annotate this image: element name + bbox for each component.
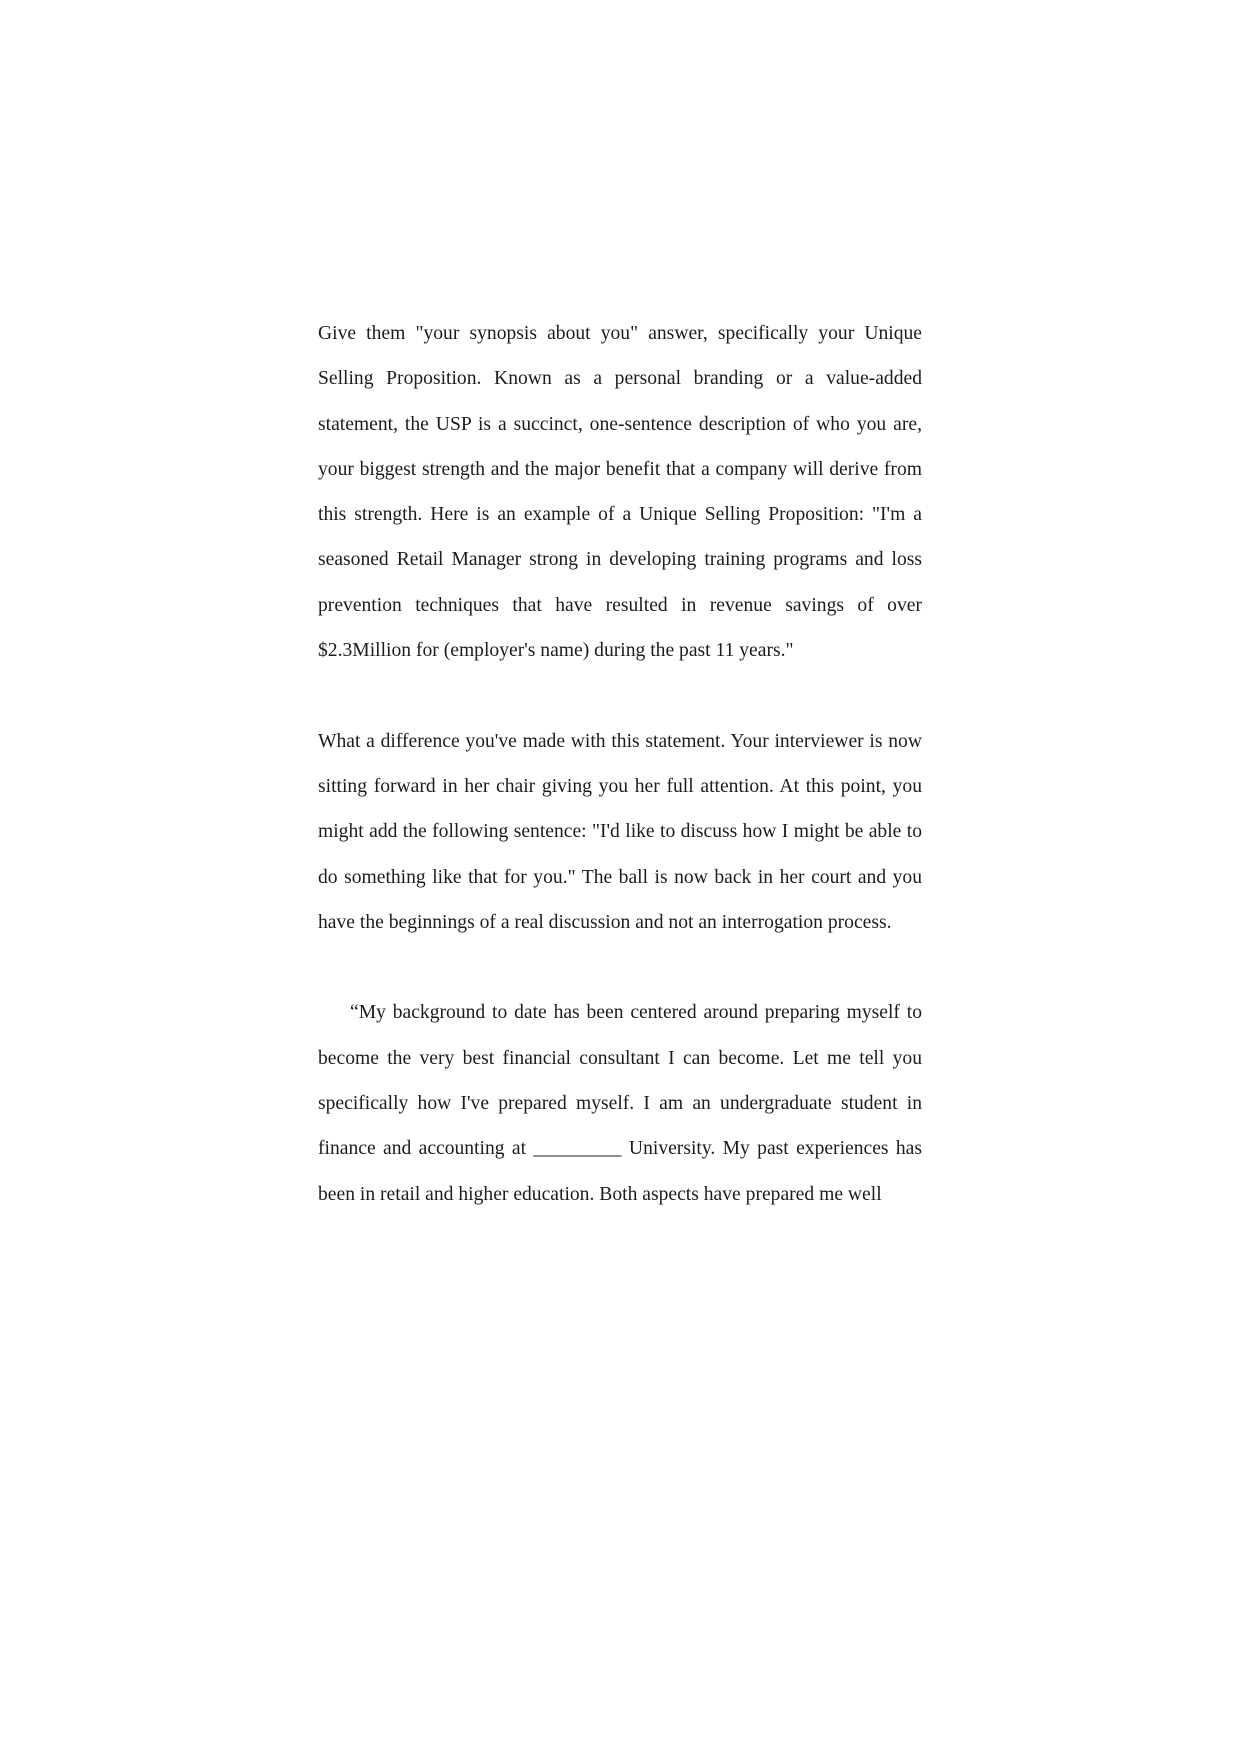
paragraph-difference: What a difference you've made with this statement. Your interviewer is now sitting forward in her chair giving you her full attention. At this point, you might add the following sentence: "I'd like to discuss how I might be able to do something like that for you." The ball is now back in her court and you have the beginnings of a real discussion and not an interrogation process. (318, 730, 922, 933)
paragraph-background: “My background to date has been centered around preparing myself to become the very best financial consultant I can become. Let me tell you specifically how I've prepared myself. I am an undergraduate student in finance and accounting at _________ University. My past experiences has been in retail and higher education. Both aspects have prepared me well (318, 1002, 922, 1205)
paragraph-usp: Give them "your synopsis about you" answer, specifically your Unique Selling Proposition. Known as a personal branding or a value-added statement, the USP is a succinct, one-sentence description of who you are, your biggest strength and the major benefit that a company will derive from this strength. Here is an example of a Unique Selling Proposition: "I'm a seasoned Retail Manager strong in developing training programs and loss prevention techniques that have resulted in revenue savings of over $2.3Million for (employer's name) during the past 11 years." (318, 323, 922, 662)
body-text (318, 311, 922, 1217)
